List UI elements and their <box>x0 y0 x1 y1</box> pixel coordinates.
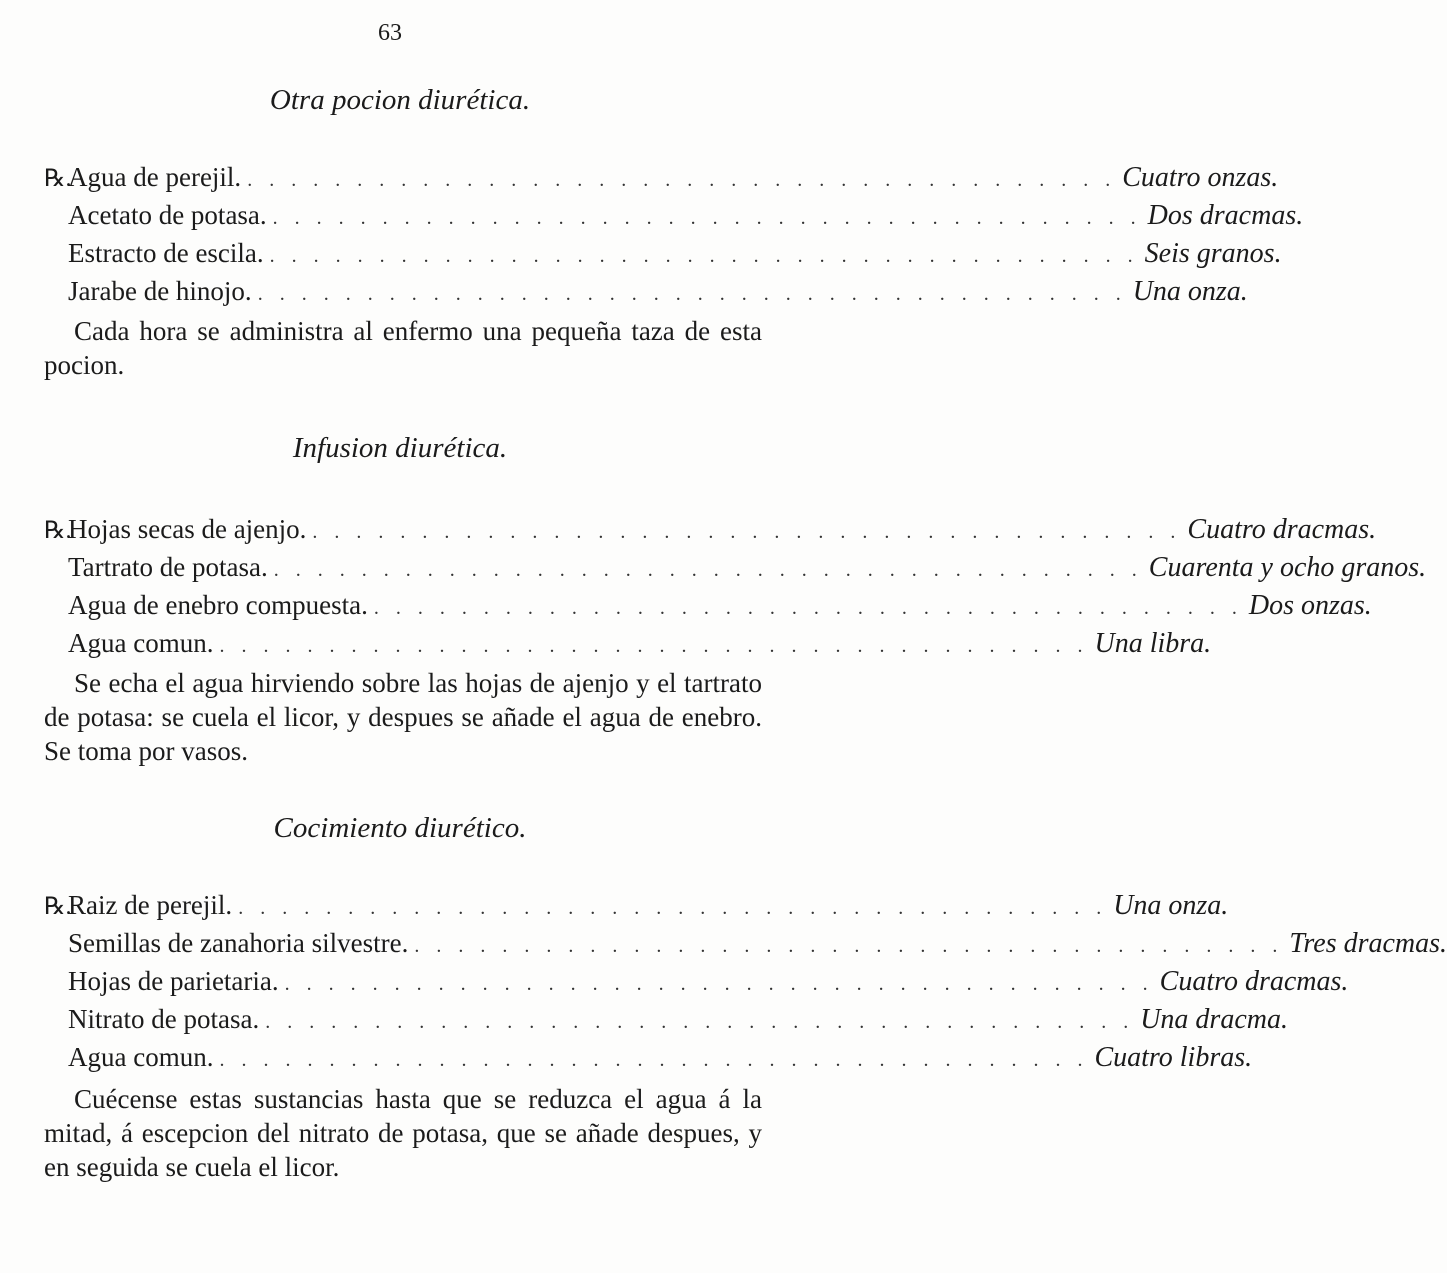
leader-dots: . . . . . . . . . . . . . . . . . . . . . . . . . . . . . . . . . . . . . . . . <box>312 521 1182 543</box>
ingredient-quantity: Una libra. <box>1094 628 1212 659</box>
ingredient-row <box>44 1000 1288 1038</box>
recipe-list-pocion <box>44 158 1304 310</box>
leader-dots: . . . . . . . . . . . . . . . . . . . . . . . . . . . . . . . . . . . . . . . . <box>238 897 1108 919</box>
ingredient-quantity: Tres dracmas. <box>1289 928 1447 959</box>
leader-dots: . . . . . . . . . . . . . . . . . . . . . . . . . . . . . . . . . . . . . . . . <box>284 973 1154 995</box>
ingredient-row <box>44 924 1447 962</box>
ingredient-name: Agua comun. <box>68 628 214 658</box>
ingredient-quantity: Dos dracmas. <box>1147 200 1304 231</box>
ingredient-name: Nitrato de potasa. <box>68 1004 260 1034</box>
ingredient-name: Agua comun. <box>68 1042 214 1072</box>
leader-dots: . . . . . . . . . . . . . . . . . . . . . . . . . . . . . . . . . . . . . . . . <box>219 635 1089 657</box>
ingredient-name: Agua de enebro compuesta. <box>68 590 368 620</box>
instruction-note-infusion: Se echa el agua hirviendo sobre las hojas de ajenjo y el tartrato de potasa: se cuela el licor, y despues se añade el agua de enebro. Se toma por vasos. <box>44 668 762 766</box>
ingredient-row <box>44 586 1372 624</box>
leader-dots: . . . . . . . . . . . . . . . . . . . . . . . . . . . . . . . . . . . . . . . . <box>414 935 1284 957</box>
ingredient-quantity: Dos onzas. <box>1248 590 1372 621</box>
ingredient-row <box>44 510 1377 548</box>
leader-dots: . . . . . . . . . . . . . . . . . . . . . . . . . . . . . . . . . . . . . . . . <box>257 283 1127 305</box>
recipe-list-cocimiento <box>44 886 1447 1076</box>
ingredient-quantity: Cuatro dracmas. <box>1159 966 1349 997</box>
ingredient-quantity: Cuatro libras. <box>1094 1042 1253 1073</box>
ingredient-row <box>44 624 1212 662</box>
recipe-symbol-icon: ℞. <box>44 166 72 192</box>
leader-dots: . . . . . . . . . . . . . . . . . . . . . . . . . . . . . . . . . . . . . . . . <box>273 559 1143 581</box>
leader-dots: . . . . . . . . . . . . . . . . . . . . . . . . . . . . . . . . . . . . . . . . <box>269 245 1139 267</box>
page-number: 63 <box>378 20 402 46</box>
section-title-pocion: Otra pocion diurética. <box>269 84 531 116</box>
ingredient-row <box>44 158 1279 196</box>
leader-dots: . . . . . . . . . . . . . . . . . . . . . . . . . . . . . . . . . . . . . . . . <box>247 169 1117 191</box>
ingredient-quantity: Cuarenta y ocho granos. <box>1148 552 1427 583</box>
ingredient-name: Hojas de parietaria. <box>68 966 279 996</box>
ingredient-quantity: Cuatro onzas. <box>1122 162 1279 193</box>
leader-dots: . . . . . . . . . . . . . . . . . . . . . . . . . . . . . . . . . . . . . . . . <box>373 597 1243 619</box>
ingredient-quantity: Cuatro dracmas. <box>1187 514 1377 545</box>
ingredient-name: Raiz de perejil. <box>68 890 233 920</box>
recipe-list-infusion <box>44 510 1427 662</box>
leader-dots: . . . . . . . . . . . . . . . . . . . . . . . . . . . . . . . . . . . . . . . . <box>219 1049 1089 1071</box>
ingredient-quantity: Seis granos. <box>1144 238 1282 269</box>
recipe-symbol-icon: ℞. <box>44 518 72 544</box>
recipe-symbol-icon: ℞. <box>44 894 72 920</box>
ingredient-name: Semillas de zanahoria silvestre. <box>68 928 409 958</box>
ingredient-row <box>44 1038 1253 1076</box>
ingredient-row <box>44 962 1349 1000</box>
ingredient-name: Tartrato de potasa. <box>68 552 268 582</box>
ingredient-row <box>44 886 1229 924</box>
ingredient-quantity: Una dracma. <box>1140 1004 1288 1035</box>
ingredient-row <box>44 196 1304 234</box>
section-title-infusion: Infusion diurética. <box>292 432 508 464</box>
ingredient-row <box>44 548 1427 586</box>
ingredient-quantity: Una onza. <box>1113 890 1229 921</box>
ingredient-name: Acetato de potasa. <box>68 200 267 230</box>
section-title-cocimiento: Cocimiento diurético. <box>273 812 527 844</box>
ingredient-row <box>44 272 1248 310</box>
ingredient-name: Jarabe de hinojo. <box>68 276 252 306</box>
leader-dots: . . . . . . . . . . . . . . . . . . . . . . . . . . . . . . . . . . . . . . . . <box>272 207 1142 229</box>
instruction-note-cocimiento: Cuécense estas sustancias hasta que se reduzca el agua á la mitad, á escepcion del nitrato de potasa, que se añade despues, y en seguida se cuela el licor. <box>44 1084 762 1182</box>
ingredient-quantity: Una onza. <box>1132 276 1248 307</box>
ingredient-row <box>44 234 1282 272</box>
ingredient-name: Estracto de escila. <box>68 238 264 268</box>
leader-dots: . . . . . . . . . . . . . . . . . . . . . . . . . . . . . . . . . . . . . . . . <box>265 1011 1135 1033</box>
instruction-note-pocion: Cada hora se administra al enfermo una pequeña taza de esta pocion. <box>44 316 762 380</box>
ingredient-name: Agua de perejil. <box>68 162 242 192</box>
ingredient-name: Hojas secas de ajenjo. <box>68 514 307 544</box>
